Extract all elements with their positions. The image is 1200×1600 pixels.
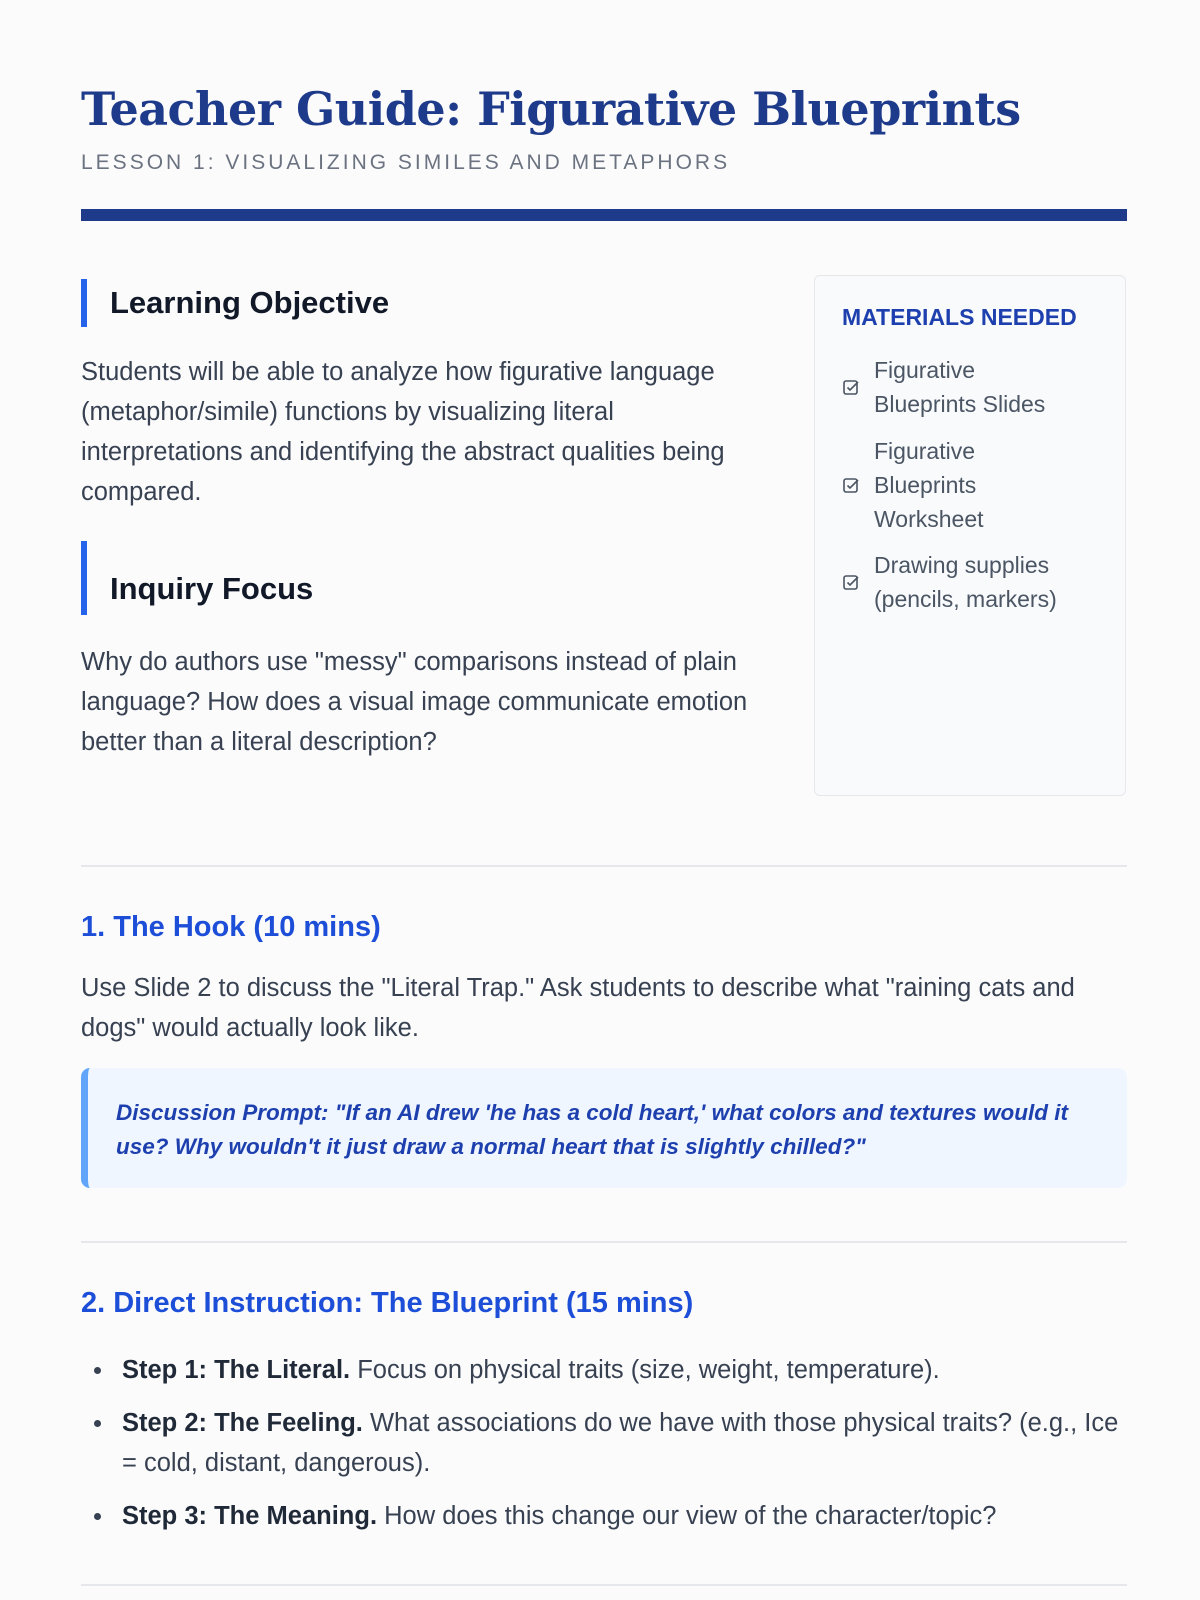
objective-heading [81,279,389,327]
section-divider [81,1584,1127,1586]
checkbox-icon [842,378,860,396]
header-divider [81,209,1127,221]
step-label: Step 2: The Feeling. [122,1409,363,1437]
bullet-icon [94,1513,101,1520]
page-subtitle: LESSON 1: VISUALIZING SIMILES AND METAPHORS [81,151,731,174]
list-item [81,1496,1127,1536]
section-divider [81,865,1127,867]
step-text: Focus on physical traits (size, weight, temperature). [350,1356,940,1384]
discussion-prompt: Discussion Prompt: "If an AI drew 'he has a cold heart,' what colors and textures would it use? Why wouldn't it just draw a normal heart that is slightly chilled?" [81,1068,1127,1188]
inquiry-heading-text: Inquiry Focus [110,571,314,606]
inquiry-text: Why do authors use "messy" comparisons instead of plain language? How does a visual image communicate emotion better than a literal description? [81,648,748,756]
bullet-icon [94,1420,101,1427]
hook-text: Use Slide 2 to discuss the "Literal Trap." Ask students to describe what "raining cats and dogs" would actually look like. [81,974,1075,1042]
materials-item-label: Drawing supplies (pencils, markers) [874,552,1057,612]
page-title: Teacher Guide: Figurative Blueprints [81,82,1021,136]
materials-item [842,434,1032,536]
list-item [81,1350,1127,1390]
objective-text: Students will be able to analyze how figurative language (metaphor/simile) functions by visualizing literal interpretations and identifying the abstract qualities being compared. [81,358,725,506]
inquiry-heading [81,541,313,615]
materials-title: MATERIALS NEEDED [842,304,1077,330]
checkbox-icon [842,476,860,494]
step-text: How does this change our view of the character/topic? [377,1502,997,1530]
step-text: What associations do we have with those physical traits? (e.g., Ice = cold, distant, dangerous). [122,1409,1119,1477]
materials-item [842,548,1092,616]
materials-item-label: Figurative Blueprints Worksheet [874,438,984,532]
materials-panel [814,275,1126,796]
section-divider [81,1241,1127,1243]
bullet-icon [94,1367,101,1374]
objective-heading-text: Learning Objective [110,285,390,320]
materials-item [842,353,1062,421]
step-label: Step 1: The Literal. [122,1356,351,1384]
hook-heading: 1. The Hook (10 mins) [81,911,381,943]
materials-item-label: Figurative Blueprints Slides [874,357,1046,417]
instruction-steps [81,1350,1127,1549]
step-label: Step 3: The Meaning. [122,1502,378,1530]
checkbox-icon [842,573,860,591]
list-item [81,1403,1127,1483]
instruction-heading: 2. Direct Instruction: The Blueprint (15 mins) [81,1287,694,1319]
